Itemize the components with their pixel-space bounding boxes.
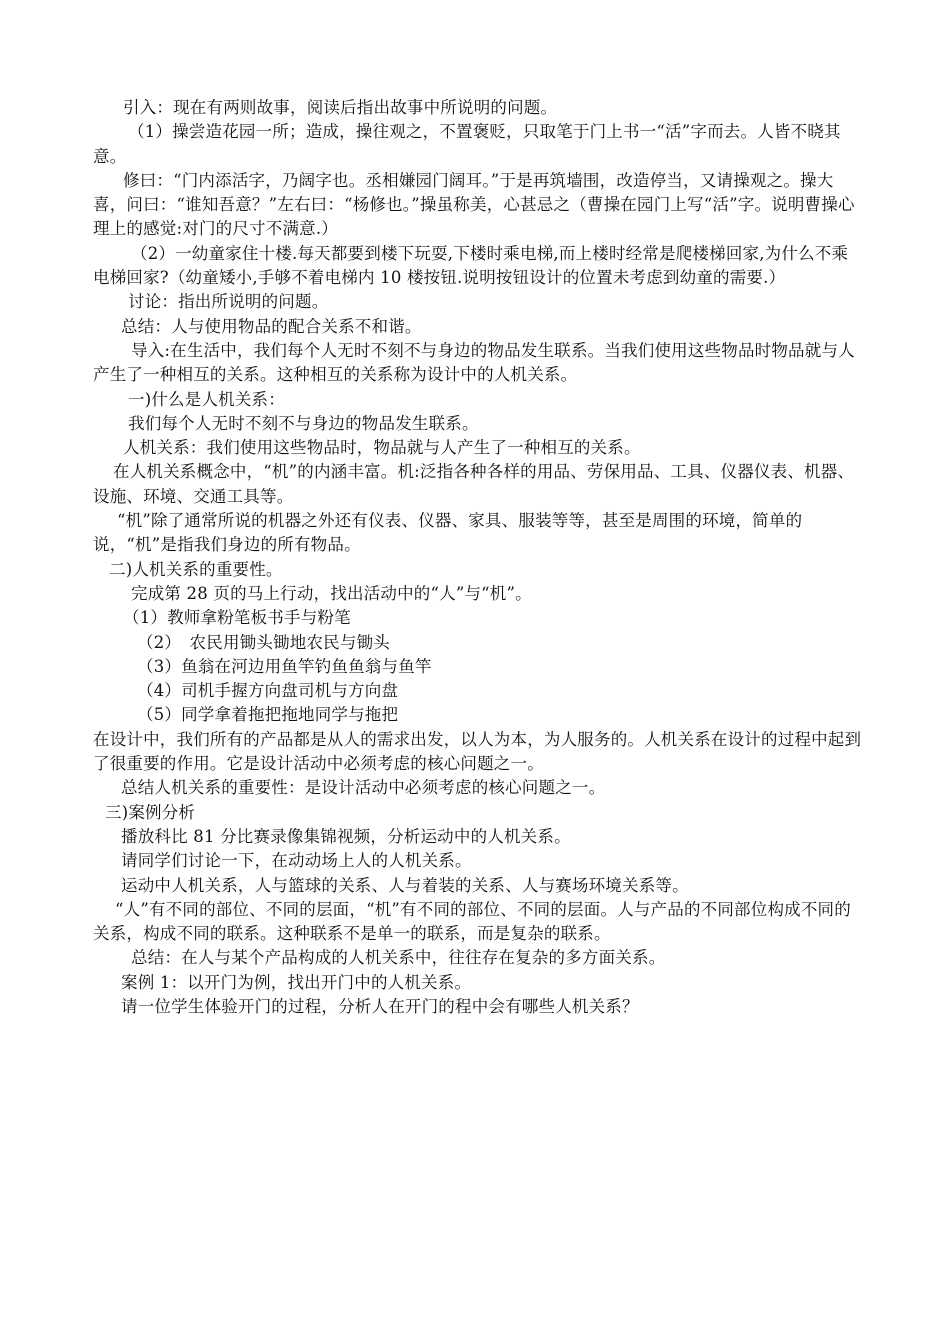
sports-relations-line: 运动中人机关系，人与篮球的关系、人与着装的关系、人与赛场环境关系等。	[121, 875, 689, 895]
case-video-line: 播放科比 81 分比赛录像集锦视频，分析运动中的人机关系。	[121, 826, 571, 846]
list-item-4: （4）司机手握方向盘司机与方向盘	[137, 681, 399, 701]
discussion-line: 讨论：指出所说明的问题。	[128, 292, 329, 312]
story-1-explanation: 修曰：“门内添活字，乃阔字也。丞相嫌园门阔耳。”于是再筑墙围，改造停当，又请操观之。操大喜，问曰：“谁知吾意？”左右曰：“杨修也。”操虽称美，心甚忌之（曹操在园门上写“活”字。说明曹操心理上的感觉:对门的尺寸不满意.）	[93, 170, 855, 239]
section-1-definition: 人机关系：我们使用这些物品时，物品就与人产生了一种相互的关系。	[123, 438, 641, 458]
section-2-task: 完成第 28 页的马上行动，找出活动中的“人”与“机”。	[131, 583, 532, 603]
door-experience-line: 请一位学生体验开门的过程，分析人在开门的程中会有哪些人机关系？	[121, 996, 639, 1016]
story-2-paragraph: （2）一幼童家住十楼.每天都要到楼下玩耍,下楼时乘电梯,而上楼时经常是爬楼梯回家,为什么不乘电梯回家?（幼童矮小,手够不着电梯内 10 楼按钮.说明按钮设计的位置未考虑到幼童的需要.）	[93, 243, 849, 288]
list-item-1: （1）教师拿粉笔板书手与粉笔	[123, 608, 351, 628]
section-3-heading: 三)案例分析	[105, 802, 196, 822]
importance-summary: 总结人机关系的重要性：是设计活动中必须考虑的核心问题之一。	[121, 778, 606, 798]
case-summary-line: 总结：在人与某个产品构成的人机关系中，往往存在复杂的多方面关系。	[131, 948, 666, 968]
document-page	[93, 96, 863, 1019]
design-importance-paragraph: 在设计中，我们所有的产品都是从人的需求出发，以人为本，为人服务的。人机关系在设计的过程中起到了很重要的作用。它是设计活动中必须考虑的核心问题之一。	[93, 729, 862, 774]
section-2-heading: 二)人机关系的重要性。	[109, 559, 283, 579]
lead-in-paragraph: 导入:在生活中，我们每个人无时不刻不与身边的物品发生联系。当我们使用这些物品时物品就与人产生了一种相互的关系。这种相互的关系称为设计中的人机关系。	[93, 340, 855, 385]
list-item-2: （2） 农民用锄头锄地农民与锄头	[137, 632, 390, 652]
list-item-5: （5）同学拿着拖把拖地同学与拖把	[137, 705, 399, 725]
parts-layers-paragraph: “人”有不同的部位、不同的层面，“机”有不同的部位、不同的层面。人与产品的不同部位构成不同的关系，构成不同的联系。这种联系不是单一的联系，而是复杂的联系。	[93, 899, 851, 944]
intro-paragraph: 引入：现在有两则故事，阅读后指出故事中所说明的问题。	[123, 98, 558, 117]
story-1-paragraph: （1）操尝造花园一所；造成，操往观之，不置褒贬，只取笔于门上书一“活”字而去。人皆不晓其意。	[93, 122, 841, 166]
case-discussion-line: 请同学们讨论一下，在动动场上人的人机关系。	[121, 851, 472, 871]
section-1-line-1: 我们每个人无时不刻不与身边的物品发生联系。	[128, 413, 479, 433]
section-1-machine-paragraph: “机”除了通常所说的机器之外还有仪表、仪器、家具、服装等等，甚至是周围的环境，简单的说，“机”是指我们身边的所有物品。	[93, 511, 803, 555]
summary-line: 总结：人与使用物品的配合关系不和谐。	[121, 316, 422, 336]
case-1-line: 案例 1：以开门为例，找出开门中的人机关系。	[121, 972, 472, 992]
section-1-concept-paragraph: 在人机关系概念中，“机”的内涵丰富。机:泛指各种各样的用品、劳保用品、工具、仪器仪表、机器、设施、环境、交通工具等。	[93, 462, 855, 506]
list-item-3: （3）鱼翁在河边用鱼竿钓鱼鱼翁与鱼竿	[137, 656, 432, 676]
section-1-heading: 一)什么是人机关系：	[128, 389, 285, 409]
